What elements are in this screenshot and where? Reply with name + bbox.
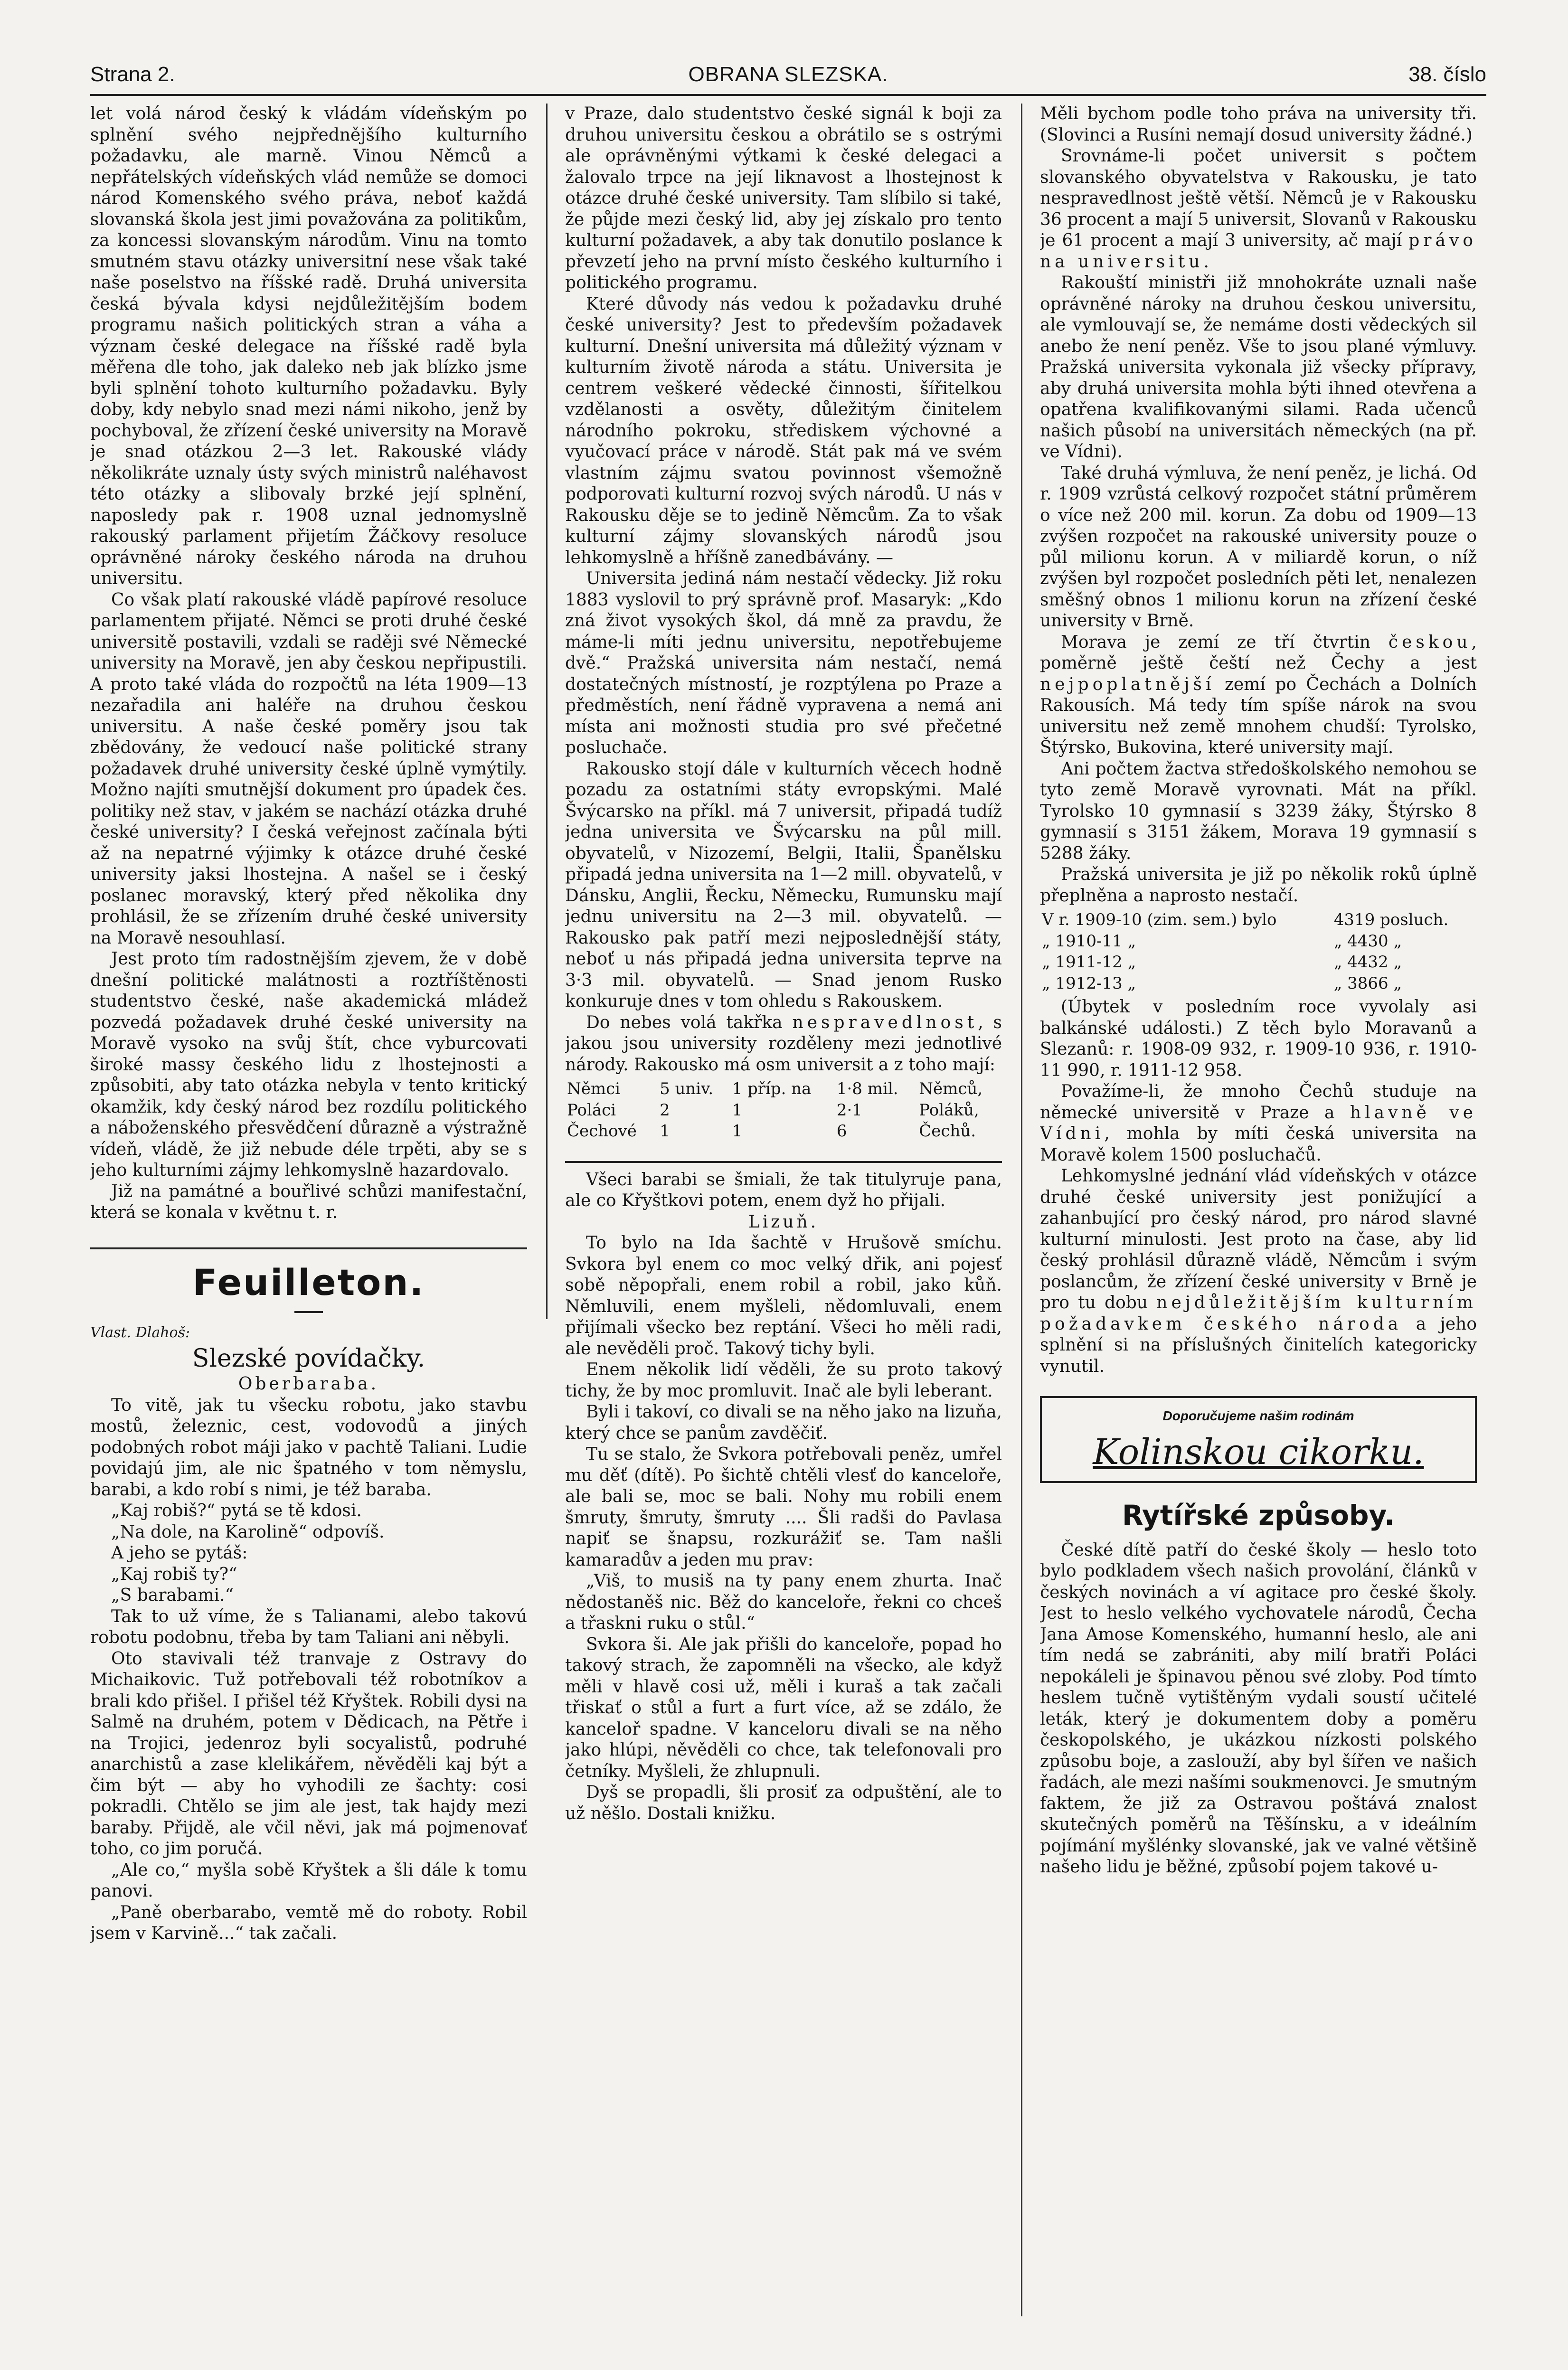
page-number: Strana 2.: [90, 63, 175, 86]
newspaper-title: OBRANA SLEZSKA.: [688, 63, 888, 86]
article-paragraph: Do nebes volá takřka nespravedlnost, s jakou jsou university rozděleny mezi jednotlivé národy. Rakousko má osm universit a z toho mají:: [565, 1012, 1002, 1075]
story-paragraph: „Kaj robiš ty?“: [111, 1564, 237, 1584]
story-section-title: Lizuň.: [748, 1212, 819, 1232]
advertisement-box: [1040, 1396, 1477, 1483]
article-paragraph: Universita jediná nám nestačí vědecky. Již roku 1883 vyslovil to prý správně prof. Masaryk: „Kdo zná život vysokých škol, dá mně za pravdu, že máme-li míti jednu universitu, nepotřebujeme dvě.“ Pražská universita nám nestačí, nemá dostatečných místností, je rozptýlena po Praze a předměstích, není řádně vypravena a nemá ani místa ani možnosti studia pro své přečetné posluchače.: [565, 569, 1002, 757]
story-paragraph: „Ale co,“ myšla sobě Křyštek a šli dále k tomu panovi.: [90, 1860, 527, 1901]
article-paragraph: Měli bychom podle toho práva na university tři. (Slovinci a Rusíni nemají dosud university žádné.): [1040, 104, 1477, 145]
column-1: [90, 104, 527, 2316]
students-table: [1040, 909, 1477, 994]
article-paragraph: Srovnáme-li počet universit s počtem slovanského obyvatelstva v Rakousku, je tato nespravedlnost ještě větší. Němců je v Rakousku 36 procent a mají 5 universit, Slovanů v Rakousku je 61 procent a mají 3 university, ač mají právo na universitu.: [1040, 146, 1477, 272]
article-paragraph: v Praze, dalo studentstvo české signál k boji za druhou universitu českou a obrátilo se s ostrými ale oprávněnými výtkami k české delegaci a žalovalo trpce na její liknavost a lhostejnost k otázce druhé české university. Tam slíbilo si také, že půjde mezi český lid, aby jej získalo pro tento kulturní požadavek, a aby tak donutilo poslance k převzetí jeho na první místo českého kulturního i politického programu.: [565, 104, 1002, 293]
article-paragraph: Ani počtem žactva středoškolského nemohou se tyto země Moravě vyrovnati. Mát na příkl. Tyrolsko 10 gymnasií s 3239 žáky, Štýrsko 8 gymnasií s 3151 žákem, Morava 19 gymnasií s 5288 žáky.: [1040, 759, 1477, 863]
table-row: V r. 1909-10 (zim. sem.) bylo 4319 posluch.: [1042, 910, 1449, 929]
article-paragraph: let volá národ český k vládám vídeňským po splnění svého nejpřednějšího kulturního požadavku, ale marně. Vinou Němců a nepřátelských vídeňských vlád nemůže se domoci národ Komenského svého práva, neboť každá slovanská škola jest jimi považována za politikům, za koncessi slovanským národům. Vinu na tomto smutném stavu otázky universitní nese však také naše poselstvo na říšské radě. Druhá universita česká bývala kdysi nejdůležitějším bodem programu našich politických stran a váha a význam české delegace na říšské radě byla měřena dle toho, jak daleko neb jak blízko jsme byli splnění tohoto kulturního požadavku. Byly doby, kdy nebylo snad mezi námi nikoho, jenž by pochyboval, že zřízení české university na Moravě je snad otázkou 2—3 let. Rakouské vlády několikráte uznaly ústy svých ministrů naléhavost této otázky a slibovaly brzké její splnění, naposledy pak r. 1908 uznal jednomyslně rakouský parlament přijetím Žáčkovy resoluce oprávněné nároky českého národa na druhou universitu.: [90, 104, 527, 588]
article-paragraph: Jest proto tím radostnějším zjevem, že v době dnešní politické malátnosti a roztříštěnosti studentstvo české, naše akademická mládež pozvedá požadavek druhé české university na Moravě vysoko na svůj štít, chce vyburcovati široké massy českého lidu z lhostejnosti a způsobiti, aby tato otázka nebyla v tento kritický okamžik, kdy český národ bez rozdílu politického a náboženského přesvědčení důrazně a výstražně vídeň, vládě, že již nebude déle trpěti, aby se s jeho kulturními zájmy lehkomyslně hazardovalo.: [90, 949, 527, 1180]
story-title: Slezské povídačky.: [192, 1344, 425, 1373]
story-paragraph: „Na dole, na Karolině“ odpovíš.: [111, 1522, 385, 1542]
feuilleton-heading: Feuilleton.: [90, 1247, 527, 1306]
story-paragraph: To vitě, jak tu všecku robotu, jako stavbu mostů, železnic, cest, vodovodů a jiných podobných robot máji jako v pachtě Taliani. Ludie povidajú jim, ale nic špatného v tom němyslu, barabi, a kdo robí s nimi, je též baraba.: [90, 1395, 527, 1500]
article-paragraph: Rakouští ministři již mnohokráte uznali naše oprávněné nároky na druhou českou universitu, ale vymlouvají se, že nemáme dosti vědeckých sil anebo že není peněz. Vše to jsou plané výmluvy. Pražská universita vykonala již všecky přípravy, aby druhá universita mohla býti ihned otevřena a opatřena kvalifikovanými silami. Rada učenců našich působí na universitách německých (na př. ve Vídni).: [1040, 273, 1477, 462]
story-paragraph: „S barabami.“: [111, 1586, 234, 1605]
article-paragraph: (Úbytek v posledním roce vyvolaly asi balkánské události.) Z těch bylo Moravanů a Slezanů: r. 1908-09 932, r. 1909-10 936, r. 1910-11 990, r. 1911-12 958.: [1040, 997, 1477, 1080]
page-header: [90, 56, 1486, 96]
story-paragraph: „Paně oberbarabo, vemtě mě do roboty. Robil jsem v Karvině...“ tak začali.: [90, 1902, 527, 1943]
column-3: [1040, 104, 1477, 2316]
table-row: „ 1910-11 „ „ 4430 „: [1042, 931, 1402, 951]
article-heading: Rytířské způsoby.: [1122, 1499, 1395, 1531]
column-2: [565, 104, 1002, 2316]
story-author: Vlast. Dlahoš:: [90, 1324, 190, 1341]
advert-product: Kolinskou cikorku.: [1093, 1431, 1424, 1473]
university-stats-table: [565, 1078, 1002, 1142]
story-paragraph: „Kaj robiš?“ pytá se tě kdosi.: [111, 1501, 362, 1520]
table-row: „ 1912-13 „ „ 3866 „: [1042, 973, 1402, 993]
column-divider: [1021, 104, 1022, 2316]
article-paragraph: Morava je zemí ze tří čtvrtin českou, poměrně ještě čeští než Čechy a jest nejpoplatnější zemí po Čechách a Dolních Rakousích. Má tedy tím spíše nárok na svou universitu než země mnohem chudší: Tyrolsko, Štýrsko, Bukovina, které university mají.: [1040, 632, 1477, 757]
story-subtitle: Oberbaraba.: [238, 1374, 379, 1394]
issue-number: 38. číslo: [1408, 63, 1486, 86]
article-paragraph: Co však platí rakouské vládě papírové resoluce parlamentem přijaté. Němci se proti druhé české universitě postavili, vzdali se raději své Německé university na Moravě, jen aby českou nepřipustili. A proto také vláda do rozpočtů na léta 1909—13 nezařadila ani haléře na druhou českou universitu. A naše české poměry jsou tak zbědovány, že vedoucí naše politické strany požadavek druhé university české úplně vymýtily. Možno najíti smutnější dokument pro úpadek čes. politiky než stav, v jakém se nachází otázka druhé české university? I česká veřejnost začínala býti až na nepatrné výjimky k otázce druhé české university jaksi lhostejna. A našel se i český poslanec moravský, který před několika dny prohlásil, že se zřízením druhé české university na Moravě nesouhlasí.: [90, 590, 527, 948]
story-paragraph: Byli i takoví, co divali se na něho jako na lizuňa, který chce se panům zavděčiť.: [565, 1402, 1002, 1443]
column-divider: [546, 104, 548, 1319]
table-row: Poláci 2 1 2·1 Poláků,: [567, 1100, 979, 1120]
story-paragraph: „Viš, to musiš na ty pany enem zhurta. Inač nědostaněš nic. Běž do kanceloře, řekni co chceš a třaskni ruku o stůl.“: [565, 1571, 1002, 1633]
divider: [294, 1311, 323, 1313]
article-paragraph: Rakousko stojí dále v kulturních věcech hodně pozadu za ostatními státy evropskými. Malé Švýcarsko na příkl. má 7 universit, připadá tudíž jedna universita ve Švýcarsku na půl mill. obyvatelů, v Nizozemí, Belgii, Italii, Španělsku připadá jedna universita na 1—2 mill. obyvatelů, v Dánsku, Anglii, Řecku, Německu, Rumunsku mají jednu universitu na 2—3 mil. obyvatelů. — Rakousko pak patří mezi nejposlednější státy, neboť u nás připadá jedna universita teprve na 3·3 mil. obyvatelů. — Snad jenom Rusko konkuruje dnes v tom ohledu s Rakouskem.: [565, 759, 1002, 1011]
article-paragraph: Považíme-li, že mnoho Čechů studuje na německé universitě v Praze a hlavně ve Vídni, mohla by míti česká universita na Moravě kolem 1500 posluchačů.: [1040, 1082, 1477, 1165]
story-paragraph: Svkora ši. Ale jak přišli do kanceloře, popad ho takový strach, že zapomněli na všecko, ale když měli v hlavě cosi už, měli i kuraš a tak začali třiskať o stůl a furt a furt více, až se zdálo, že kanceloř spadne. V kanceloru divali se na něho jako hlúpi, něvěděli co chce, tak telefonovali pro četníky. Myšleli, že zhlupnuli.: [565, 1634, 1002, 1781]
divider: [565, 1161, 1002, 1163]
table-row: „ 1911-12 „ „ 4432 „: [1042, 953, 1402, 972]
article-paragraph: Pražská universita je již po několik roků úplně přeplněna a naprosto nestačí.: [1040, 865, 1477, 906]
table-row: Čechové 1 1 6 Čechů.: [567, 1122, 976, 1141]
story-paragraph: Tu se stalo, že Svkora potřebovali peněz, umřel mu děť (dítě). Po šichtě chtěli vlesť do kanceloře, ale bali se, moc se bali. Nohy mu robili enem šmruty, šmruty, šmruty .... Šli radši do Pavlasa napiť se šnapsu, rozkurážiť se. Tam našli kamaradův a jeden mu prav:: [565, 1445, 1002, 1570]
table-row: Němci 5 univ. 1 příp. na 1·8 mil. Němců,: [567, 1079, 983, 1098]
article-paragraph: Již na památné a bouřlivé schůzi manifestační, která se konala v květnu t. r.: [90, 1181, 527, 1222]
story-paragraph: To bylo na Ida šachtě v Hrušově smíchu. Svkora byl enem co moc velký dřik, ani pojesť sobě něpopřali, enem robil a robil, jako kůň. Němluvili, enem myšleli, nědomluvali, enem přijímali všecko bez reptání. Všeci ho měli radi, ale nevěděli proč. Takový tichy byli.: [565, 1233, 1002, 1359]
story-paragraph: Tak to už víme, že s Talianami, alebo takovú robotu podobnu, třeba by tam Taliani ani něbyli.: [90, 1606, 527, 1647]
article-paragraph: Lehkomyslné jednání vlád vídeňských v otázce druhé české university jest ponižující a zahanbující pro český národ, pro národ slavné kulturní minulosti. Jest proto na čase, aby lid český prohlásil důrazně vládě, Němcům i svým poslancům, že zřízení české university v Brně je pro tu dobu nejdůležitějším kulturním požadavkem českého národa a jeho splnění si na příslušných činitelích kategoricky vynutil.: [1040, 1166, 1477, 1376]
newspaper-page: [90, 56, 1486, 2326]
story-paragraph: Dyš se propadli, šli prosiť za odpuštění, ale to už něšlo. Dostali knižku.: [565, 1783, 1002, 1823]
article-paragraph: Které důvody nás vedou k požadavku druhé české university? Jest to především požadavek kulturní. Dnešní universita má důležitý význam v kulturním životě národa a státu. Universita je centrem veškeré vědecké činnosti, šířitelkou vzdělanosti a osvěty, důležitým činitelem národního pokroku, střediskem výchovné a vyučovací práce v národě. Stát pak má ve svém vlastním zájmu svatou povinnost všemožně podporovati kulturní rozvoj svých národů. U nás v Rakousku děje se to jedině Němcům. Za to však kulturní zájmy slovanských národů jsou lehkomyslně a hříšně zanedbávány. —: [565, 294, 1002, 567]
article-paragraph: České dítě patří do české školy — heslo toto bylo podkladem všech našich provolání, článků v českých novinách a ví agitace pro české školy. Jest to heslo velkého vychovatele národů, Čecha Jana Amose Komenského, humanní heslo, ale ani tím nedá se zabrániti, aby milí bratři Poláci nepokáleli je špinavou pěnou své zloby. Pod tímto heslem tučně vytištěným vydali soustí učitelé leták, který je dokumentem doby a poměru českopolského, je ukázkou nízkosti polského způsobu boje, a zaslouží, aby byl šířen ve našich řadách, ale mezi našími soukmenovci. Je smutným faktem, že již za Ostravou poštává znalost skutečných poměrů na Těšínsku, a v ideálním pojímání myšlénky slovanské, jak ve valné většině našeho lidu je běžné, způsobí pojem takové u-: [1040, 1540, 1477, 1877]
advert-tagline: Doporučujeme našim rodinám: [1162, 1408, 1354, 1423]
story-paragraph: A jeho se pytáš:: [111, 1543, 248, 1563]
story-paragraph: Enem několik lidí věděli, že su proto takový tichy, že by moc promluvit. Inač ale byli leberant.: [565, 1360, 1002, 1401]
article-paragraph: Také druhá výmluva, že není peněz, je lichá. Od r. 1909 vzrůstá celkový rozpočet státní průměrem o více než 200 mil. korun. Za dobu od 1909—13 zvýšen rozpočet na rakouské university pouze o půl milionu korun. A v miliardě korun, o níž zvýšen byl rozpočet posledních pěti let, nenalezen směšný obnos 1 milionu korun na zřízení české university v Brně.: [1040, 463, 1477, 631]
story-paragraph: Všeci barabi se šmiali, že tak titulyruje pana, ale co Křyštkovi potem, enem dyž ho přijali.: [565, 1170, 1002, 1210]
story-paragraph: Oto stavivali též tranvaje z Ostravy do Michaikovic. Tuž potřebovali též robotníkov a brali kdo přišel. I přišel též Křyštek. Robili dysi na Salmě na druhém, potem v Dědicach, na Pětře i na Trojici, jedenroz byli socyalistů, podruhé anarchistů a zase klelikářem, něvěděli kaj být a čim být — aby ho vyhodili ze šachty: cosi pokradli. Chtělo se jim ale jest, tak hajdy mezi baraby. Přijdě, ale včil něvi, jak má pojmenovať toho, co jim poručá.: [90, 1649, 527, 1859]
